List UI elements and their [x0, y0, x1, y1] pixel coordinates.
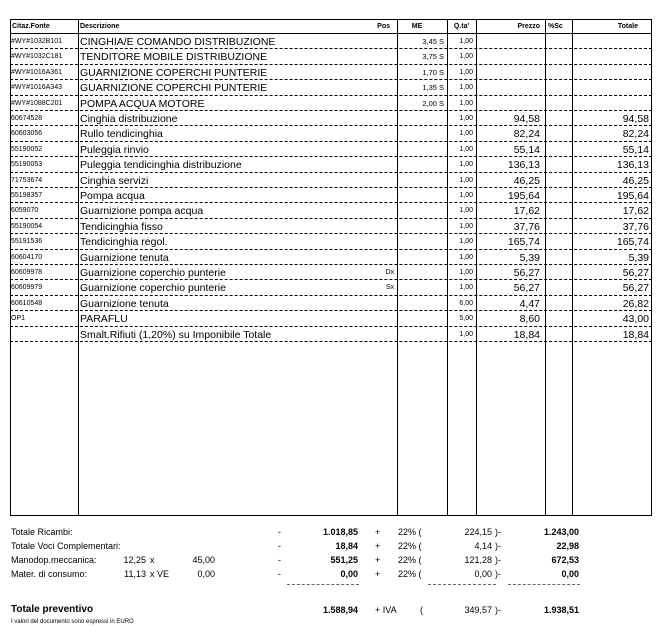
item-quantity: 1,00 — [459, 269, 473, 276]
item-me — [400, 234, 444, 249]
summary-row — [0, 554, 660, 567]
table-row — [10, 157, 652, 172]
item-quantity: 1,00 — [459, 176, 473, 184]
item-quantity: 1,00 — [459, 38, 473, 45]
summary-vat-rate: 22% ( — [398, 527, 422, 537]
item-total: 18,84 — [622, 328, 649, 341]
summary-label: Totale Voci Complementari: — [11, 541, 121, 551]
item-description: Puleggia rinvio — [80, 143, 149, 156]
item-price: 56,27 — [513, 267, 540, 279]
item-code: 55190054 — [11, 222, 43, 230]
grand-total-vat: 349,57 — [464, 605, 492, 615]
item-code: 55191536 — [11, 238, 43, 246]
item-code: 6059070 — [11, 207, 39, 215]
item-position — [370, 96, 394, 111]
item-price: 37,76 — [513, 220, 540, 233]
item-me — [400, 111, 444, 126]
grand-total-net: 1.588,94 — [322, 605, 358, 615]
item-total — [574, 65, 649, 80]
item-discount — [547, 265, 571, 280]
item-position — [370, 111, 394, 126]
summary-vat-rate: 22% ( — [398, 541, 422, 551]
item-price: 17,62 — [513, 205, 540, 218]
item-code: 60603056 — [11, 130, 43, 138]
item-position — [370, 327, 394, 342]
summary-vat-amount: 4,14 — [474, 541, 492, 551]
table-row — [10, 126, 652, 141]
item-price — [477, 49, 540, 64]
item-description: GUARNIZIONE COPERCHI PUNTERIE — [80, 82, 268, 95]
item-code: #WY#1032B101 — [11, 38, 62, 45]
item-price — [477, 80, 540, 95]
item-discount — [547, 250, 571, 265]
summary-row — [0, 540, 660, 553]
item-position — [370, 173, 394, 188]
item-price: 18,84 — [513, 328, 540, 341]
summary-quantity: 11,13 — [124, 569, 146, 579]
summary-dash: - — [278, 527, 281, 537]
summary-dash: - — [278, 569, 281, 579]
item-description: TENDITORE MOBILE DISTRIBUZIONE — [80, 51, 268, 64]
summary-gross: 22,98 — [556, 541, 579, 551]
item-discount — [547, 311, 571, 326]
grand-total-label: Totale preventivo — [11, 604, 94, 615]
item-me: 1,70 S — [422, 67, 444, 77]
summary-label: Totale Ricambi: — [11, 527, 73, 537]
item-me — [400, 126, 444, 141]
plus-vat-label: + IVA — [375, 605, 397, 615]
item-discount — [547, 280, 571, 295]
table-row — [10, 188, 652, 203]
table-row — [10, 250, 652, 265]
item-price: 195,64 — [507, 190, 540, 202]
item-quantity: 1,00 — [459, 222, 473, 230]
summary-quantity: 12,25 — [123, 555, 146, 565]
item-quantity: 1,00 — [459, 253, 473, 261]
item-quantity: 1,00 — [459, 192, 473, 199]
item-total: 5,39 — [628, 251, 649, 264]
item-code: 55190052 — [11, 145, 43, 153]
summary-multiplier: x VE — [150, 569, 170, 579]
item-code: 71753674 — [11, 176, 43, 184]
item-me — [400, 219, 444, 234]
summary-rate: 0,00 — [197, 569, 215, 579]
item-discount — [547, 126, 571, 141]
item-discount — [547, 296, 571, 311]
gross-subtotal-line — [508, 584, 580, 585]
summary-label: Manodop.meccanica: — [11, 555, 97, 565]
item-quantity: 1,00 — [459, 115, 473, 122]
summary-net: 0,00 — [340, 569, 358, 579]
vat-close-paren: )- — [495, 605, 501, 615]
item-discount — [547, 203, 571, 218]
item-code: #WY#1016A343 — [11, 84, 62, 92]
summary-plus: + — [375, 541, 381, 551]
item-total: 94,58 — [622, 113, 649, 125]
item-price: 165,74 — [507, 236, 540, 249]
item-me: 3,45 S — [422, 37, 444, 46]
item-discount — [547, 188, 571, 203]
item-total — [574, 49, 649, 64]
item-price: 8,60 — [519, 313, 540, 326]
item-discount — [547, 234, 571, 249]
item-code: #WY#1016A361 — [11, 68, 62, 76]
header-discount: %Sc — [548, 23, 563, 30]
item-quantity: 1,00 — [459, 145, 473, 153]
summary-vat-amount: 224,15 — [464, 527, 492, 537]
table-row — [10, 34, 652, 49]
item-description: Guarnizione tenuta — [80, 297, 169, 310]
item-position — [370, 219, 394, 234]
table-row — [10, 80, 652, 95]
header-me: ME — [411, 23, 423, 30]
header-qty: Q.ta' — [453, 23, 470, 30]
item-price — [477, 34, 540, 49]
item-quantity: 6,00 — [459, 299, 473, 307]
row-separator — [10, 341, 652, 342]
summary-net: 551,25 — [330, 555, 358, 565]
vat-open-paren: ( — [420, 605, 423, 615]
item-total: 82,24 — [622, 128, 649, 141]
item-code: #WY#1032C181 — [11, 53, 63, 61]
item-price: 46,25 — [513, 174, 540, 187]
item-position — [370, 80, 394, 95]
item-total — [574, 96, 649, 111]
item-description: Guarnizione coperchio punterie — [80, 267, 226, 279]
summary-close-paren: )- — [495, 527, 501, 537]
item-me — [400, 250, 444, 265]
item-me — [400, 188, 444, 203]
item-position — [370, 65, 394, 80]
table-row — [10, 296, 652, 311]
summary-row — [0, 568, 660, 581]
item-description: POMPA ACQUA MOTORE — [80, 97, 205, 110]
summary-label: Mater. di consumo: — [11, 569, 88, 579]
summary-close-paren: )- — [495, 569, 501, 579]
item-position — [370, 188, 394, 203]
item-total — [574, 80, 649, 95]
table-row — [10, 234, 652, 249]
item-code — [11, 327, 77, 342]
item-discount — [547, 327, 571, 342]
item-code: 55198357 — [11, 192, 43, 199]
header-pos: Pos — [377, 23, 390, 30]
table-row — [10, 96, 652, 111]
summary-vat-amount: 121,28 — [464, 555, 492, 565]
table-row — [10, 219, 652, 234]
item-quantity: 1,00 — [459, 161, 473, 169]
item-quantity: 1,00 — [459, 207, 473, 215]
item-description: Smalt.Rifiuti (1,20%) su Imponibile Totale — [80, 328, 272, 341]
item-discount — [547, 49, 571, 64]
item-total: 195,64 — [616, 190, 649, 202]
item-total: 43,00 — [622, 313, 649, 326]
item-discount — [547, 80, 571, 95]
item-me — [400, 265, 444, 280]
item-me — [400, 280, 444, 295]
item-me — [400, 173, 444, 188]
item-price: 4,47 — [519, 297, 540, 310]
item-description: Tendicinghia regol. — [80, 236, 168, 249]
item-position — [370, 142, 394, 157]
item-me — [400, 311, 444, 326]
item-discount — [547, 142, 571, 157]
item-total: 56,27 — [622, 267, 649, 279]
table-row — [10, 142, 652, 157]
table-row — [10, 65, 652, 80]
header-total: Totale — [617, 23, 638, 30]
summary-plus: + — [375, 555, 381, 565]
item-total: 17,62 — [622, 205, 649, 218]
item-quantity: 1,00 — [459, 84, 473, 92]
header-code: Citaz.Fonte — [12, 23, 50, 30]
item-position — [370, 49, 394, 64]
item-me: 3,75 S — [422, 52, 444, 62]
item-position — [370, 296, 394, 311]
item-me: 1,35 S — [422, 83, 444, 93]
summary-gross: 1.243,00 — [543, 527, 579, 537]
table-row — [10, 265, 652, 280]
item-me: 2,00 S — [422, 98, 444, 108]
summary-dash: - — [278, 541, 281, 551]
vat-subtotal-line — [428, 584, 496, 585]
item-total: 56,27 — [622, 282, 649, 295]
item-discount — [547, 111, 571, 126]
summary-plus: + — [375, 569, 381, 579]
item-description: Guarnizione tenuta — [80, 251, 169, 264]
summary-gross: 0,00 — [561, 569, 579, 579]
item-total: 46,25 — [622, 174, 649, 187]
summary-vat-rate: 22% ( — [398, 555, 422, 565]
table-row — [10, 203, 652, 218]
item-total: 136,13 — [616, 159, 649, 172]
item-price: 136,13 — [507, 159, 540, 172]
table-row — [10, 280, 652, 295]
currency-note: I valori del documento sono espressi in EURO — [11, 619, 134, 625]
summary-net: 18,84 — [335, 541, 358, 551]
summary-close-paren: )- — [495, 541, 501, 551]
summary-close-paren: )- — [495, 555, 501, 565]
item-price — [477, 65, 540, 80]
item-price: 56,27 — [513, 282, 540, 295]
grand-total-row — [0, 603, 660, 617]
item-total: 26,82 — [622, 297, 649, 310]
item-discount — [547, 34, 571, 49]
item-position — [370, 157, 394, 172]
item-description: Tendicinghia fisso — [80, 220, 163, 233]
summary-vat-amount: 0,00 — [474, 569, 492, 579]
item-price: 82,24 — [513, 128, 540, 141]
item-code: 60609979 — [11, 284, 43, 292]
item-code: #WY#1088C201 — [11, 99, 63, 107]
item-position — [370, 250, 394, 265]
item-description: Cinghia distribuzione — [80, 113, 178, 125]
item-position — [370, 34, 394, 49]
header-description: Descrizione — [80, 23, 120, 30]
header-price: Prezzo — [517, 23, 540, 30]
item-me — [400, 142, 444, 157]
item-position — [370, 234, 394, 249]
item-position: Sx — [385, 284, 394, 292]
item-price: 5,39 — [519, 251, 540, 264]
table-row — [10, 327, 652, 342]
item-me — [400, 296, 444, 311]
item-discount — [547, 157, 571, 172]
item-quantity: 5,00 — [459, 315, 473, 323]
item-description: CINGHIA/E COMANDO DISTRIBUZIONE — [80, 36, 276, 48]
item-price: 55,14 — [513, 143, 540, 156]
item-position — [370, 203, 394, 218]
table-row — [10, 49, 652, 64]
item-total: 165,74 — [616, 236, 649, 249]
item-me — [400, 203, 444, 218]
item-position — [370, 126, 394, 141]
summary-dash: - — [278, 555, 281, 565]
item-code: 60609978 — [11, 269, 43, 276]
table-row — [10, 173, 652, 188]
item-quantity: 1,00 — [459, 99, 473, 107]
item-me — [400, 327, 444, 342]
item-description: Guarnizione coperchio punterie — [80, 282, 226, 295]
item-code: 60604170 — [11, 253, 43, 261]
item-discount — [547, 96, 571, 111]
summary-gross: 672,53 — [551, 555, 579, 565]
item-discount — [547, 219, 571, 234]
item-total: 37,76 — [622, 220, 649, 233]
item-position — [370, 311, 394, 326]
summary-vat-rate: 22% ( — [398, 569, 422, 579]
item-price: 94,58 — [513, 113, 540, 125]
item-quantity: 1,00 — [459, 68, 473, 76]
item-quantity: 1,00 — [459, 130, 473, 138]
summary-rate: 45,00 — [192, 555, 215, 565]
item-total — [574, 34, 649, 49]
item-quantity: 1,00 — [459, 53, 473, 61]
item-discount — [547, 65, 571, 80]
net-subtotal-line — [287, 584, 359, 585]
item-total: 55,14 — [622, 143, 649, 156]
item-description: Cinghia servizi — [80, 174, 149, 187]
summary-net: 1.018,85 — [322, 527, 358, 537]
table-row — [10, 311, 652, 326]
item-quantity: 1,00 — [459, 330, 473, 338]
item-quantity: 1,00 — [459, 238, 473, 246]
item-description: PARAFLU — [80, 313, 128, 326]
item-position: Dx — [385, 269, 394, 276]
item-quantity: 1,00 — [459, 284, 473, 292]
item-code: 60674528 — [11, 115, 43, 122]
item-code: OP1 — [11, 315, 26, 323]
summary-row — [0, 526, 660, 539]
item-description: Puleggia tendicinghia distribuzione — [80, 159, 242, 172]
item-price — [477, 96, 540, 111]
summary-multiplier: x — [150, 555, 155, 565]
item-description: Guarnizione pompa acqua — [80, 205, 204, 218]
item-code: 60610548 — [11, 299, 43, 307]
item-description: GUARNIZIONE COPERCHI PUNTERIE — [80, 66, 268, 79]
item-description: Pompa acqua — [80, 190, 145, 202]
item-discount — [547, 173, 571, 188]
item-code: 55190053 — [11, 161, 43, 169]
summary-plus: + — [375, 527, 381, 537]
item-me — [400, 157, 444, 172]
table-row — [10, 111, 652, 126]
item-description: Rullo tendicinghia — [80, 128, 163, 141]
grand-total-gross: 1.938,51 — [543, 605, 579, 615]
